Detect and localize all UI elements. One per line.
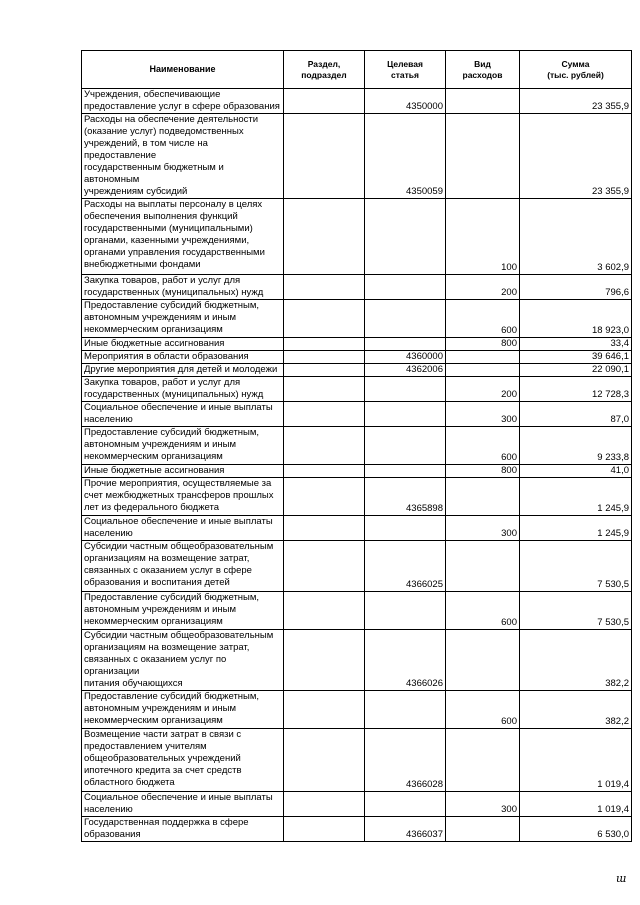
row-kind [446,351,520,364]
row-kind [446,630,520,691]
table-row [82,630,632,691]
table-row [82,338,632,351]
table-row [82,351,632,364]
row-name: Социальное обеспечение и иные выплаты населению [82,792,284,817]
row-section [284,351,365,364]
row-section [284,114,365,199]
row-sum: 39 646,1 [520,351,632,364]
row-target: 4366026 [365,630,446,691]
row-target: 4365898 [365,478,446,516]
table-body [82,89,632,842]
table-row [82,792,632,817]
row-section [284,541,365,592]
row-name: Иные бюджетные ассигнования [82,338,284,351]
row-name: Государственная поддержка в сфере образования [82,817,284,842]
row-target [365,402,446,427]
row-target [365,377,446,402]
row-section [284,592,365,630]
row-target [365,592,446,630]
row-target: 4350000 [365,89,446,114]
row-kind: 300 [446,792,520,817]
row-sum: 18 923,0 [520,300,632,338]
row-sum: 41,0 [520,465,632,478]
row-sum: 382,2 [520,691,632,729]
row-sum: 1 245,9 [520,516,632,541]
row-sum: 23 355,9 [520,114,632,199]
header-row [82,51,632,89]
row-kind: 600 [446,592,520,630]
row-target [365,275,446,300]
table-row [82,691,632,729]
row-section [284,89,365,114]
row-kind: 800 [446,465,520,478]
row-section [284,377,365,402]
table-row [82,478,632,516]
row-target: 4366028 [365,729,446,792]
row-kind: 200 [446,275,520,300]
table-row [82,541,632,592]
row-sum: 22 090,1 [520,364,632,377]
table-row [82,377,632,402]
row-kind [446,817,520,842]
row-kind: 600 [446,691,520,729]
row-target: 4360000 [365,351,446,364]
header-target: Целевая статья [365,51,446,89]
row-section [284,338,365,351]
row-kind: 200 [446,377,520,402]
row-target [365,691,446,729]
row-section [284,817,365,842]
row-name: Мероприятия в области образования [82,351,284,364]
row-section [284,516,365,541]
row-name: Закупка товаров, работ и услуг для государственных (муниципальных) нужд [82,377,284,402]
row-section [284,199,365,275]
row-sum: 9 233,8 [520,427,632,465]
row-target [365,199,446,275]
row-name: Социальное обеспечение и иные выплаты населению [82,516,284,541]
row-sum: 6 530,0 [520,817,632,842]
row-name: Предоставление субсидий бюджетным, автономным учреждениям и иным некоммерческим организациям [82,592,284,630]
row-target: 4350059 [365,114,446,199]
row-name: Предоставление субсидий бюджетным, автономным учреждениям и иным некоммерческим организациям [82,427,284,465]
row-sum: 1 019,4 [520,792,632,817]
row-section [284,729,365,792]
row-sum: 1 245,9 [520,478,632,516]
row-kind: 800 [446,338,520,351]
table-row [82,364,632,377]
budget-table [81,50,632,842]
row-target [365,792,446,817]
row-name: Предоставление субсидий бюджетным, автономным учреждениям и иным некоммерческим организациям [82,300,284,338]
row-sum: 796,6 [520,275,632,300]
row-name: Расходы на обеспечение деятельности (оказание услуг) подведомственных учреждений, в том числе на предоставление государственным бюджетным и автономным учреждениям субсидий [82,114,284,199]
row-target: 4366037 [365,817,446,842]
table-row [82,89,632,114]
row-name: Предоставление субсидий бюджетным, автономным учреждениям и иным некоммерческим организациям [82,691,284,729]
row-name: Прочие мероприятия, осуществляемые за счет межбюджетных трансферов прошлых лет из федерального бюджета [82,478,284,516]
table-row [82,300,632,338]
row-section [284,630,365,691]
table-row [82,114,632,199]
table-row [82,729,632,792]
row-name: Расходы на выплаты персоналу в целях обеспечения выполнения функций государственными (муниципальными) органами, казенными учреждениями, органами управления государственными внебюджетными фондами [82,199,284,275]
row-target: 4362006 [365,364,446,377]
table-row [82,427,632,465]
row-kind [446,478,520,516]
row-kind [446,541,520,592]
row-sum: 87,0 [520,402,632,427]
row-kind [446,364,520,377]
row-section [284,792,365,817]
row-kind [446,729,520,792]
header-section: Раздел, подраздел [284,51,365,89]
row-kind: 600 [446,300,520,338]
row-target [365,300,446,338]
row-kind: 600 [446,427,520,465]
table-row [82,465,632,478]
row-target [365,338,446,351]
row-name: Возмещение части затрат в связи с предоставлением учителям общеобразовательных учреждений ипотечного кредита за счет средств областного бюджета [82,729,284,792]
row-name: Социальное обеспечение и иные выплаты населению [82,402,284,427]
table-row [82,402,632,427]
row-sum: 382,2 [520,630,632,691]
table-row [82,516,632,541]
table-row [82,592,632,630]
row-name: Субсидии частным общеобразовательным организациям на возмещение затрат, связанных с оказанием услуг по организации питания обучающихся [82,630,284,691]
row-section [284,364,365,377]
row-target [365,516,446,541]
row-section [284,275,365,300]
row-name: Другие мероприятия для детей и молодежи [82,364,284,377]
header-name: Наименование [82,51,284,89]
row-kind: 300 [446,402,520,427]
row-section [284,465,365,478]
row-kind [446,114,520,199]
row-sum: 33,4 [520,338,632,351]
row-target [365,465,446,478]
table-row [82,817,632,842]
row-section [284,402,365,427]
row-section [284,300,365,338]
header-sum: Сумма (тыс. рублей) [520,51,632,89]
row-target: 4366025 [365,541,446,592]
row-section [284,691,365,729]
row-kind: 300 [446,516,520,541]
row-name: Закупка товаров, работ и услуг для государственных (муниципальных) нужд [82,275,284,300]
row-section [284,478,365,516]
row-kind [446,89,520,114]
row-sum: 7 530,5 [520,592,632,630]
row-sum: 3 602,9 [520,199,632,275]
table-row [82,275,632,300]
row-name: Субсидии частным общеобразовательным организациям на возмещение затрат, связанных с оказанием услуг в сфере образования и воспитания детей [82,541,284,592]
row-name: Учреждения, обеспечивающие предоставление услуг в сфере образования [82,89,284,114]
table-row [82,199,632,275]
row-sum: 1 019,4 [520,729,632,792]
row-sum: 23 355,9 [520,89,632,114]
header-kind: Вид расходов [446,51,520,89]
corner-mark: ա [616,872,627,885]
row-name: Иные бюджетные ассигнования [82,465,284,478]
row-kind: 100 [446,199,520,275]
row-section [284,427,365,465]
row-sum: 7 530,5 [520,541,632,592]
row-sum: 12 728,3 [520,377,632,402]
row-target [365,427,446,465]
